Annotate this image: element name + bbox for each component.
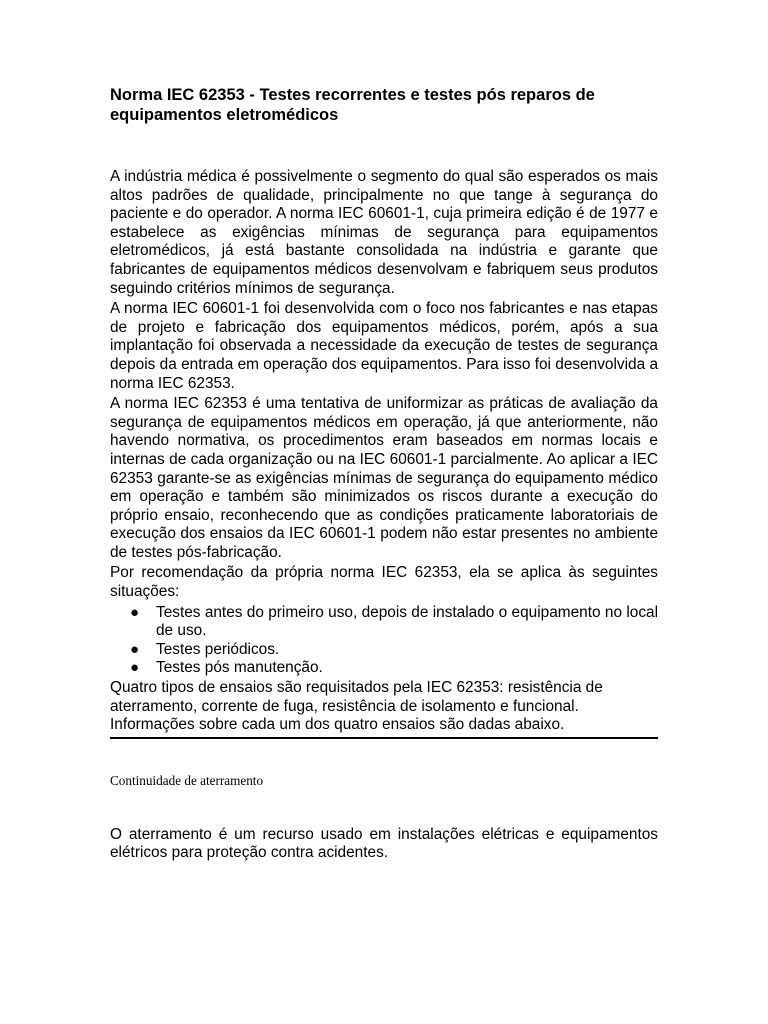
section-paragraph: O aterramento é um recurso usado em instalações elétricas e equipamentos elétricos para proteção contra acidentes. — [110, 825, 658, 862]
document-title: Norma IEC 62353 - Testes recorrentes e testes pós reparos de equipamentos eletromédicos — [110, 86, 595, 124]
list-item-text: Testes periódicos. — [156, 640, 280, 658]
list-item — [110, 604, 658, 641]
bullet-icon: ● — [130, 603, 140, 621]
list-item — [110, 659, 658, 678]
list-item-text: Testes pós manutenção. — [156, 659, 323, 677]
list-item — [110, 641, 658, 660]
document-page — [110, 86, 658, 863]
paragraph-recommendation: Por recomendação da própria norma IEC 62353, ela se aplica às seguintes situações: — [110, 564, 658, 601]
section-heading: Continuidade de aterramento — [110, 772, 264, 788]
paragraph-test-types: Quatro tipos de ensaios são requisitados pela IEC 62353: resistência de aterramento, corrente de fuga, resistência de isolamento e funcional. Informações sobre cada um dos quatro ensaios são dadas abaixo. — [110, 679, 658, 739]
paragraph-intro: A indústria médica é possivelmente o segmento do qual são esperados os mais altos padrões de qualidade, principalmente no que tange à segurança do paciente e do operador. A norma IEC 60601-1, cuja primeira edição é de 1977 e estabelece as exigências mínimas de segurança para equipamentos eletromédicos, já está bastante consolidada na indústria e garante que fabricantes de equipamentos médicos desenvolvam e fabriquem seus produtos seguindo critérios mínimos de segurança. — [110, 168, 658, 297]
paragraph-iec-60601: A norma IEC 60601-1 foi desenvolvida com o foco nos fabricantes e nas etapas de projeto e fabricação dos equipamentos médicos, porém, após a sua implantação foi observada a necessidade da execução de testes de segurança depois da entrada em operação dos equipamentos. Para isso foi desenvolvida a norma IEC 62353. — [110, 300, 658, 392]
bullet-icon: ● — [130, 640, 140, 658]
bullet-icon: ● — [130, 659, 140, 677]
situations-list — [110, 604, 658, 678]
paragraph-iec-62353: A norma IEC 62353 é uma tentativa de uniformizar as práticas de avaliação da segurança de equipamentos médicos em operação, já que anteriormente, não havendo normativa, os procedimentos eram baseados em normas locais e internas de cada organização ou na IEC 60601-1 parcialmente. Ao aplicar a IEC 62353 garante-se as exigências mínimas de segurança do equipamento médico em operação e também são minimizados os riscos durante a execução do próprio ensaio, reconhecendo que as condições praticamente laboratoriais de execução dos ensaios da IEC 60601-1 podem não estar presentes no ambiente de testes pós-fabricação. — [110, 395, 658, 561]
document-body — [110, 168, 658, 863]
list-item-text: Testes antes do primeiro uso, depois de instalado o equipamento no local de uso. — [156, 603, 658, 640]
